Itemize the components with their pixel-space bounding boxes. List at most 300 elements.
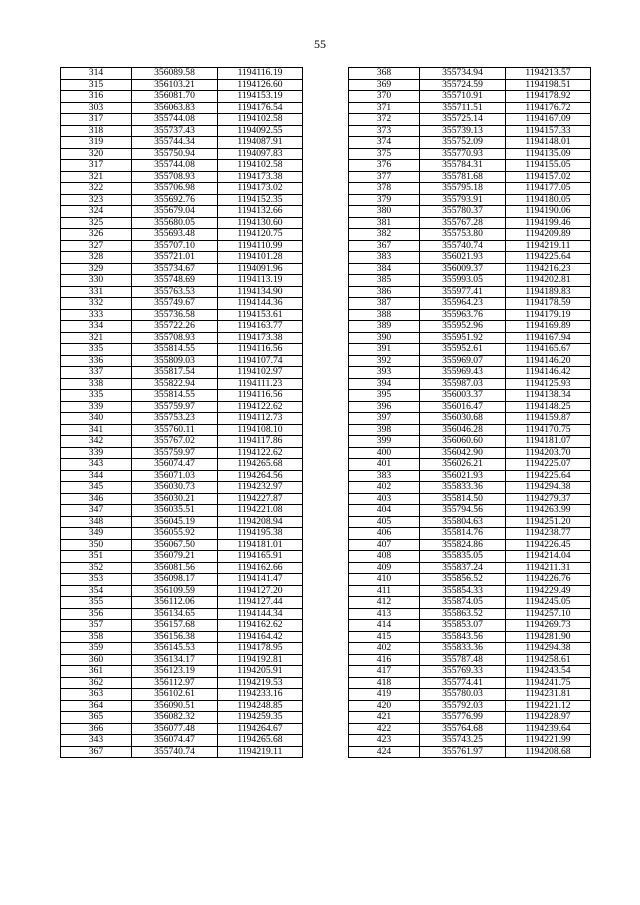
point-number-cell: 380 [349, 206, 420, 218]
x-coordinate-cell: 355710.91 [420, 91, 506, 103]
point-number-cell: 335 [61, 344, 132, 356]
table-row [61, 206, 303, 218]
point-number-cell: 318 [61, 125, 132, 137]
point-number-cell: 423 [349, 735, 420, 747]
point-number-cell: 379 [349, 194, 420, 206]
table-row [349, 263, 591, 275]
x-coordinate-cell: 355793.91 [420, 194, 506, 206]
point-number-cell: 406 [349, 528, 420, 540]
x-coordinate-cell: 355721.01 [132, 252, 218, 264]
table-row [349, 528, 591, 540]
y-coordinate-cell: 1194294.38 [506, 482, 591, 494]
y-coordinate-cell: 1194238.77 [506, 528, 591, 540]
point-number-cell: 422 [349, 723, 420, 735]
table-row [349, 91, 591, 103]
table-row [349, 321, 591, 333]
x-coordinate-cell: 355795.18 [420, 183, 506, 195]
y-coordinate-cell: 1194181.01 [218, 539, 303, 551]
table-row [61, 390, 303, 402]
y-coordinate-cell: 1194225.64 [506, 252, 591, 264]
x-coordinate-cell: 355833.36 [420, 643, 506, 655]
y-coordinate-cell: 1194241.75 [506, 677, 591, 689]
table-row [61, 217, 303, 229]
table-row [349, 677, 591, 689]
y-coordinate-cell: 1194148.25 [506, 401, 591, 413]
x-coordinate-cell: 355787.48 [420, 654, 506, 666]
point-number-cell: 330 [61, 275, 132, 287]
x-coordinate-cell: 355770.93 [420, 148, 506, 160]
x-coordinate-cell: 355767.28 [420, 217, 506, 229]
y-coordinate-cell: 1194226.45 [506, 539, 591, 551]
x-coordinate-cell: 356021.93 [420, 470, 506, 482]
y-coordinate-cell: 1194102.58 [218, 114, 303, 126]
point-number-cell: 383 [349, 470, 420, 482]
x-coordinate-cell: 356060.60 [420, 436, 506, 448]
y-coordinate-cell: 1194144.36 [218, 298, 303, 310]
point-number-cell: 314 [61, 68, 132, 80]
y-coordinate-cell: 1194243.54 [506, 666, 591, 678]
x-coordinate-cell: 356021.93 [420, 252, 506, 264]
x-coordinate-cell: 355817.54 [132, 367, 218, 379]
x-coordinate-cell: 356103.21 [132, 79, 218, 91]
x-coordinate-cell: 355680.05 [132, 217, 218, 229]
point-number-cell: 335 [61, 390, 132, 402]
y-coordinate-cell: 1194091.96 [218, 263, 303, 275]
x-coordinate-cell: 355679.04 [132, 206, 218, 218]
x-coordinate-cell: 355856.52 [420, 574, 506, 586]
table-row [61, 378, 303, 390]
point-number-cell: 378 [349, 183, 420, 195]
table-row [61, 401, 303, 413]
x-coordinate-cell: 356082.32 [132, 712, 218, 724]
table-row [349, 194, 591, 206]
y-coordinate-cell: 1194167.94 [506, 332, 591, 344]
x-coordinate-cell: 355724.59 [420, 79, 506, 91]
y-coordinate-cell: 1194101.28 [218, 252, 303, 264]
x-coordinate-cell: 355744.08 [132, 160, 218, 172]
x-coordinate-cell: 356055.92 [132, 528, 218, 540]
point-number-cell: 373 [349, 125, 420, 137]
point-number-cell: 360 [61, 654, 132, 666]
y-coordinate-cell: 1194120.75 [218, 229, 303, 241]
x-coordinate-cell: 355759.97 [132, 401, 218, 413]
x-coordinate-cell: 356112.97 [132, 677, 218, 689]
table-row [349, 597, 591, 609]
table-row [61, 355, 303, 367]
point-number-cell: 421 [349, 712, 420, 724]
y-coordinate-cell: 1194181.07 [506, 436, 591, 448]
y-coordinate-cell: 1194148.01 [506, 137, 591, 149]
y-coordinate-cell: 1194263.99 [506, 505, 591, 517]
y-coordinate-cell: 1194163.77 [218, 321, 303, 333]
table-row [61, 79, 303, 91]
table-row [349, 355, 591, 367]
table-row [349, 608, 591, 620]
point-number-cell: 345 [61, 482, 132, 494]
point-number-cell: 351 [61, 551, 132, 563]
table-row [349, 493, 591, 505]
point-number-cell: 337 [61, 367, 132, 379]
y-coordinate-cell: 1194259.35 [218, 712, 303, 724]
x-coordinate-cell: 356046.28 [420, 424, 506, 436]
y-coordinate-cell: 1194092.55 [218, 125, 303, 137]
point-number-cell: 413 [349, 608, 420, 620]
y-coordinate-cell: 1194155.05 [506, 160, 591, 172]
table-row [349, 585, 591, 597]
point-number-cell: 319 [61, 137, 132, 149]
x-coordinate-cell: 355843.56 [420, 631, 506, 643]
point-number-cell: 326 [61, 229, 132, 241]
x-coordinate-cell: 355706.98 [132, 183, 218, 195]
x-coordinate-cell: 356123.19 [132, 666, 218, 678]
y-coordinate-cell: 1194202.81 [506, 275, 591, 287]
table-row [349, 666, 591, 678]
y-coordinate-cell: 1194102.97 [218, 367, 303, 379]
x-coordinate-cell: 355776.99 [420, 712, 506, 724]
page-number: 55 [314, 37, 326, 51]
x-coordinate-cell: 355739.13 [420, 125, 506, 137]
y-coordinate-cell: 1194097.83 [218, 148, 303, 160]
x-coordinate-cell: 356030.68 [420, 413, 506, 425]
point-number-cell: 367 [349, 240, 420, 252]
table-row [61, 332, 303, 344]
x-coordinate-cell: 355804.63 [420, 516, 506, 528]
x-coordinate-cell: 355794.56 [420, 505, 506, 517]
y-coordinate-cell: 1194087.91 [218, 137, 303, 149]
x-coordinate-cell: 356090.51 [132, 700, 218, 712]
x-coordinate-cell: 355780.03 [420, 689, 506, 701]
x-coordinate-cell: 356112.06 [132, 597, 218, 609]
point-number-cell: 354 [61, 585, 132, 597]
x-coordinate-cell: 355764.68 [420, 723, 506, 735]
point-number-cell: 388 [349, 309, 420, 321]
y-coordinate-cell: 1194165.67 [506, 344, 591, 356]
x-coordinate-cell: 355780.37 [420, 206, 506, 218]
point-number-cell: 393 [349, 367, 420, 379]
table-row [61, 252, 303, 264]
x-coordinate-cell: 356074.47 [132, 735, 218, 747]
point-number-cell: 370 [349, 91, 420, 103]
y-coordinate-cell: 1194162.62 [218, 620, 303, 632]
point-number-cell: 376 [349, 160, 420, 172]
point-number-cell: 399 [349, 436, 420, 448]
table-row [349, 275, 591, 287]
point-number-cell: 346 [61, 493, 132, 505]
y-coordinate-cell: 1194226.76 [506, 574, 591, 586]
x-coordinate-cell: 356157.68 [132, 620, 218, 632]
y-coordinate-cell: 1194111.23 [218, 378, 303, 390]
y-coordinate-cell: 1194146.20 [506, 355, 591, 367]
point-number-cell: 418 [349, 677, 420, 689]
table-row [61, 516, 303, 528]
x-coordinate-cell: 355748.69 [132, 275, 218, 287]
x-coordinate-cell: 356026.21 [420, 459, 506, 471]
table-row [61, 620, 303, 632]
point-number-cell: 377 [349, 171, 420, 183]
table-row [349, 413, 591, 425]
table-row [61, 505, 303, 517]
table-row [61, 574, 303, 586]
point-number-cell: 357 [61, 620, 132, 632]
point-number-cell: 401 [349, 459, 420, 471]
table-row [349, 148, 591, 160]
y-coordinate-cell: 1194251.20 [506, 516, 591, 528]
point-number-cell: 383 [349, 252, 420, 264]
table-row [61, 723, 303, 735]
y-coordinate-cell: 1194107.74 [218, 355, 303, 367]
point-number-cell: 414 [349, 620, 420, 632]
x-coordinate-cell: 355725.14 [420, 114, 506, 126]
point-number-cell: 407 [349, 539, 420, 551]
table-row [61, 643, 303, 655]
point-number-cell: 329 [61, 263, 132, 275]
x-coordinate-cell: 355969.07 [420, 355, 506, 367]
x-coordinate-cell: 355759.97 [132, 447, 218, 459]
y-coordinate-cell: 1194164.42 [218, 631, 303, 643]
point-number-cell: 341 [61, 424, 132, 436]
table-row [61, 160, 303, 172]
y-coordinate-cell: 1194152.35 [218, 194, 303, 206]
table-row [349, 102, 591, 114]
y-coordinate-cell: 1194219.53 [218, 677, 303, 689]
y-coordinate-cell: 1194199.46 [506, 217, 591, 229]
y-coordinate-cell: 1194162.66 [218, 562, 303, 574]
point-number-cell: 348 [61, 516, 132, 528]
table-row [61, 240, 303, 252]
x-coordinate-cell: 355814.76 [420, 528, 506, 540]
x-coordinate-cell: 355750.94 [132, 148, 218, 160]
x-coordinate-cell: 355711.51 [420, 102, 506, 114]
y-coordinate-cell: 1194173.38 [218, 171, 303, 183]
y-coordinate-cell: 1194116.19 [218, 68, 303, 80]
x-coordinate-cell: 356109.59 [132, 585, 218, 597]
x-coordinate-cell: 355822.94 [132, 378, 218, 390]
y-coordinate-cell: 1194169.89 [506, 321, 591, 333]
y-coordinate-cell: 1194216.23 [506, 263, 591, 275]
table-row [349, 712, 591, 724]
point-number-cell: 385 [349, 275, 420, 287]
point-number-cell: 387 [349, 298, 420, 310]
table-row [61, 551, 303, 563]
point-number-cell: 396 [349, 401, 420, 413]
point-number-cell: 408 [349, 551, 420, 563]
table-row [61, 700, 303, 712]
x-coordinate-cell: 355707.10 [132, 240, 218, 252]
x-coordinate-cell: 355734.67 [132, 263, 218, 275]
table-row [349, 505, 591, 517]
point-number-cell: 412 [349, 597, 420, 609]
x-coordinate-cell: 356081.56 [132, 562, 218, 574]
y-coordinate-cell: 1194176.72 [506, 102, 591, 114]
y-coordinate-cell: 1194135.09 [506, 148, 591, 160]
table-row [349, 171, 591, 183]
x-coordinate-cell: 355964.23 [420, 298, 506, 310]
y-coordinate-cell: 1194264.67 [218, 723, 303, 735]
table-row [61, 229, 303, 241]
y-coordinate-cell: 1194239.64 [506, 723, 591, 735]
y-coordinate-cell: 1194281.90 [506, 631, 591, 643]
x-coordinate-cell: 355951.92 [420, 332, 506, 344]
x-coordinate-cell: 355740.74 [420, 240, 506, 252]
x-coordinate-cell: 355781.68 [420, 171, 506, 183]
x-coordinate-cell: 356071.03 [132, 470, 218, 482]
y-coordinate-cell: 1194258.61 [506, 654, 591, 666]
y-coordinate-cell: 1194127.44 [218, 597, 303, 609]
y-coordinate-cell: 1194173.38 [218, 332, 303, 344]
table-row [349, 551, 591, 563]
table-row [61, 597, 303, 609]
table-row [349, 539, 591, 551]
point-number-cell: 303 [61, 102, 132, 114]
y-coordinate-cell: 1194177.05 [506, 183, 591, 195]
x-coordinate-cell: 356030.21 [132, 493, 218, 505]
x-coordinate-cell: 356030.73 [132, 482, 218, 494]
x-coordinate-cell: 355753.80 [420, 229, 506, 241]
y-coordinate-cell: 1194178.59 [506, 298, 591, 310]
y-coordinate-cell: 1194225.07 [506, 459, 591, 471]
y-coordinate-cell: 1194125.93 [506, 378, 591, 390]
x-coordinate-cell: 356067.50 [132, 539, 218, 551]
x-coordinate-cell: 355740.74 [132, 746, 218, 758]
y-coordinate-cell: 1194231.81 [506, 689, 591, 701]
point-number-cell: 359 [61, 643, 132, 655]
y-coordinate-cell: 1194221.08 [218, 505, 303, 517]
y-coordinate-cell: 1194265.68 [218, 735, 303, 747]
point-number-cell: 322 [61, 183, 132, 195]
x-coordinate-cell: 356045.19 [132, 516, 218, 528]
point-number-cell: 347 [61, 505, 132, 517]
table-row [61, 171, 303, 183]
y-coordinate-cell: 1194245.05 [506, 597, 591, 609]
y-coordinate-cell: 1194144.34 [218, 608, 303, 620]
point-number-cell: 338 [61, 378, 132, 390]
x-coordinate-cell: 356074.47 [132, 459, 218, 471]
table-row [61, 735, 303, 747]
point-number-cell: 328 [61, 252, 132, 264]
y-coordinate-cell: 1194122.62 [218, 401, 303, 413]
y-coordinate-cell: 1194219.11 [506, 240, 591, 252]
table-row [349, 401, 591, 413]
table-row [349, 654, 591, 666]
point-number-cell: 416 [349, 654, 420, 666]
y-coordinate-cell: 1194108.10 [218, 424, 303, 436]
x-coordinate-cell: 355987.03 [420, 378, 506, 390]
x-coordinate-cell: 355749.67 [132, 298, 218, 310]
table-row [61, 470, 303, 482]
point-number-cell: 340 [61, 413, 132, 425]
x-coordinate-cell: 355693.48 [132, 229, 218, 241]
x-coordinate-cell: 355977.41 [420, 286, 506, 298]
y-coordinate-cell: 1194112.73 [218, 413, 303, 425]
table-row [349, 459, 591, 471]
x-coordinate-cell: 355993.05 [420, 275, 506, 287]
point-number-cell: 391 [349, 344, 420, 356]
x-coordinate-cell: 355722.26 [132, 321, 218, 333]
table-row [349, 252, 591, 264]
table-row [61, 309, 303, 321]
point-number-cell: 365 [61, 712, 132, 724]
y-coordinate-cell: 1194205.91 [218, 666, 303, 678]
point-number-cell: 350 [61, 539, 132, 551]
table-row [349, 516, 591, 528]
point-number-cell: 321 [61, 171, 132, 183]
point-number-cell: 404 [349, 505, 420, 517]
x-coordinate-cell: 355734.94 [420, 68, 506, 80]
table-row [349, 367, 591, 379]
y-coordinate-cell: 1194167.09 [506, 114, 591, 126]
y-coordinate-cell: 1194170.75 [506, 424, 591, 436]
y-coordinate-cell: 1194134.90 [218, 286, 303, 298]
table-row [349, 470, 591, 482]
point-number-cell: 317 [61, 114, 132, 126]
point-number-cell: 419 [349, 689, 420, 701]
x-coordinate-cell: 355952.61 [420, 344, 506, 356]
point-number-cell: 315 [61, 79, 132, 91]
table-row [61, 102, 303, 114]
table-row [61, 286, 303, 298]
point-number-cell: 410 [349, 574, 420, 586]
table-row [61, 321, 303, 333]
x-coordinate-cell: 355774.41 [420, 677, 506, 689]
table-row [349, 620, 591, 632]
table-row [349, 298, 591, 310]
point-number-cell: 374 [349, 137, 420, 149]
table-row [61, 631, 303, 643]
point-number-cell: 375 [349, 148, 420, 160]
y-coordinate-cell: 1194176.54 [218, 102, 303, 114]
point-number-cell: 327 [61, 240, 132, 252]
y-coordinate-cell: 1194122.62 [218, 447, 303, 459]
table-row [349, 746, 591, 758]
x-coordinate-cell: 356063.83 [132, 102, 218, 114]
x-coordinate-cell: 356134.17 [132, 654, 218, 666]
point-number-cell: 368 [349, 68, 420, 80]
x-coordinate-cell: 355761.97 [420, 746, 506, 758]
point-number-cell: 364 [61, 700, 132, 712]
y-coordinate-cell: 1194190.06 [506, 206, 591, 218]
table-row [61, 91, 303, 103]
y-coordinate-cell: 1194248.85 [218, 700, 303, 712]
y-coordinate-cell: 1194219.11 [218, 746, 303, 758]
table-row [61, 114, 303, 126]
y-coordinate-cell: 1194178.95 [218, 643, 303, 655]
table-row [349, 160, 591, 172]
x-coordinate-cell: 355874.05 [420, 597, 506, 609]
point-number-cell: 369 [349, 79, 420, 91]
y-coordinate-cell: 1194208.94 [218, 516, 303, 528]
x-coordinate-cell: 355963.76 [420, 309, 506, 321]
table-row [349, 424, 591, 436]
x-coordinate-cell: 355769.33 [420, 666, 506, 678]
point-number-cell: 381 [349, 217, 420, 229]
x-coordinate-cell: 355736.58 [132, 309, 218, 321]
point-number-cell: 394 [349, 378, 420, 390]
table-row [61, 447, 303, 459]
table-row [61, 562, 303, 574]
x-coordinate-cell: 355952.96 [420, 321, 506, 333]
point-number-cell: 384 [349, 263, 420, 275]
y-coordinate-cell: 1194279.37 [506, 493, 591, 505]
y-coordinate-cell: 1194195.38 [218, 528, 303, 540]
table-row [61, 436, 303, 448]
x-coordinate-cell: 355753.23 [132, 413, 218, 425]
x-coordinate-cell: 355743.25 [420, 735, 506, 747]
table-row [349, 562, 591, 574]
point-number-cell: 362 [61, 677, 132, 689]
y-coordinate-cell: 1194203.70 [506, 447, 591, 459]
table-row [349, 332, 591, 344]
table-row [61, 677, 303, 689]
